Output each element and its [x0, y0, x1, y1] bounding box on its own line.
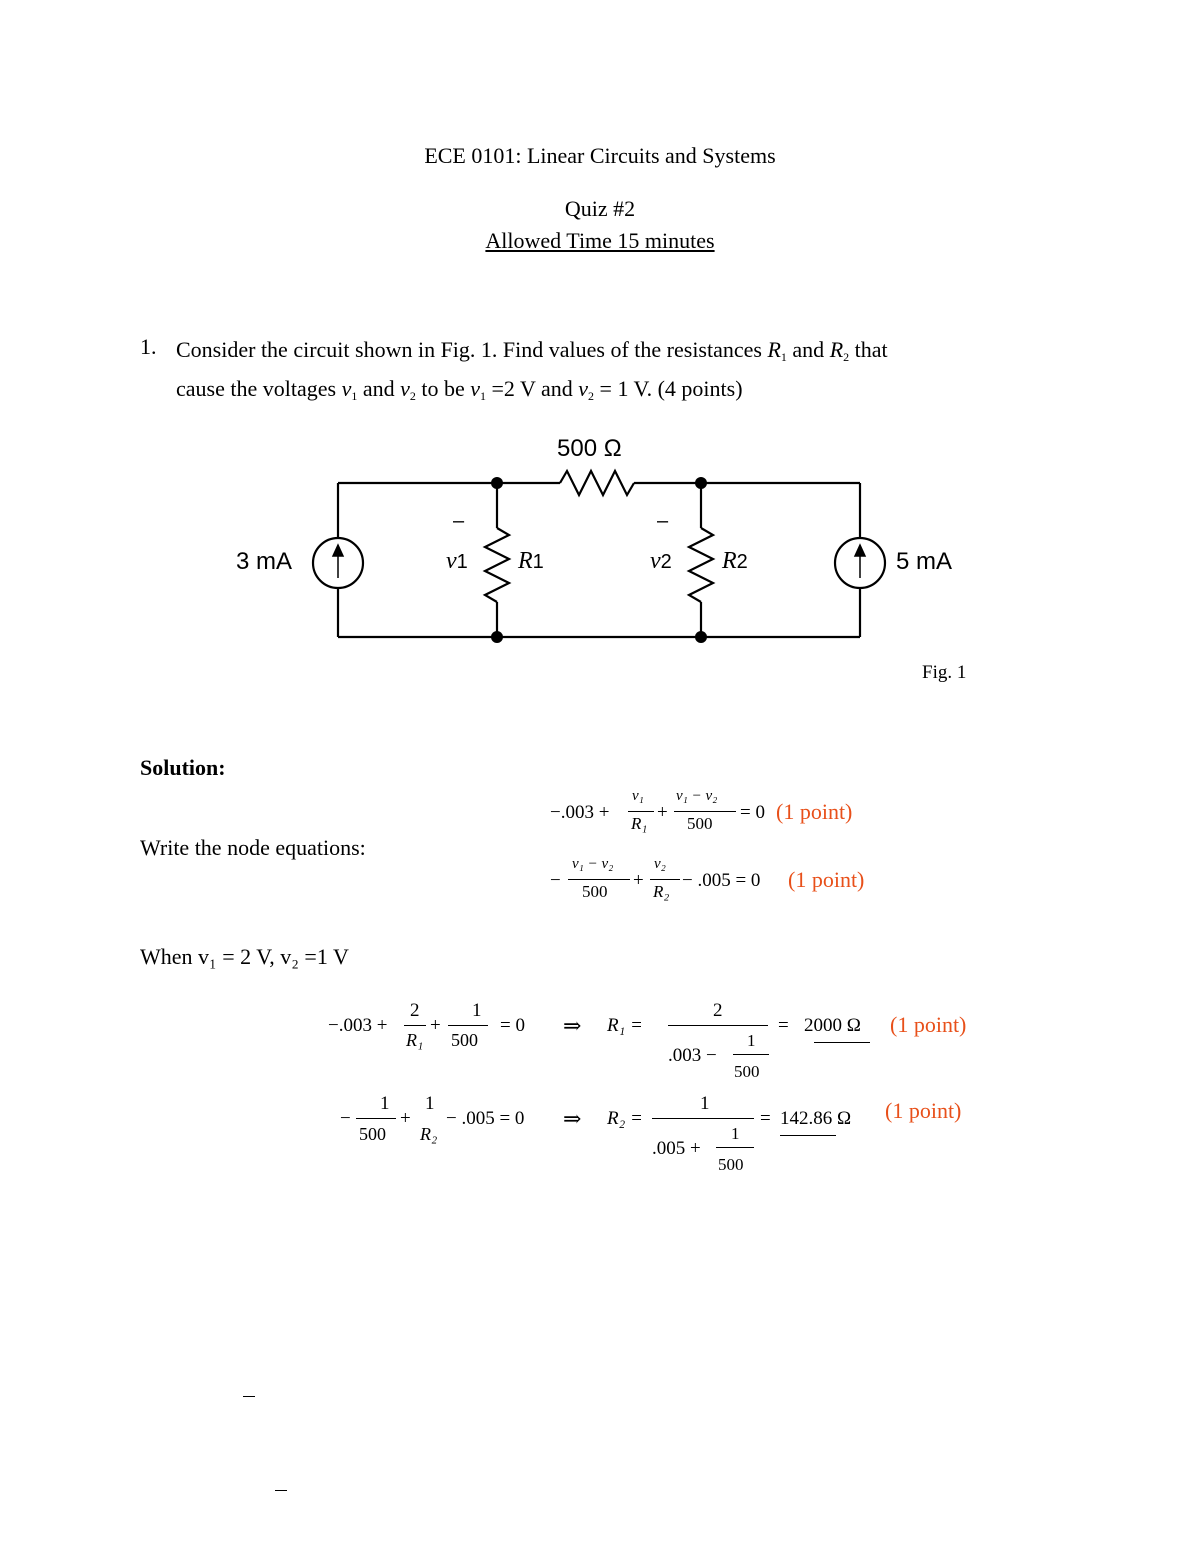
r2-label: R2 — [722, 548, 748, 574]
v2-label: v2 — [650, 548, 672, 574]
write-node-equations: Write the node equations: — [140, 835, 366, 860]
when-condition: When v₁ = 2 V, v₂ =1 V — [140, 944, 349, 969]
stray-dash — [243, 1396, 255, 1397]
r1-label: R1 — [518, 548, 544, 574]
time-allowed: Allowed Time 15 minutes — [485, 228, 715, 253]
circuit-diagram — [0, 0, 1200, 700]
stray-dash — [275, 1490, 287, 1491]
node-dot — [491, 477, 503, 489]
arrow-up-icon-left — [333, 545, 343, 556]
resistor-500-zigzag — [560, 471, 634, 495]
v1-minus-sign: – — [453, 510, 465, 532]
resistor-r2-zigzag — [689, 528, 713, 602]
figure-caption: Fig. 1 — [922, 662, 967, 683]
v2-minus-sign: – — [657, 510, 669, 532]
v1-label: v1 — [446, 548, 468, 574]
course-title: ECE 0101: Linear Circuits and Systems — [424, 143, 776, 168]
question-text: Consider the circuit shown in Fig. 1. Find values of the resistances $R_1$ and $R_2$ that cause the voltages $v_1$ and $v_2$ to be $v_1 =2$ V and $v_2 = 1$ V. (4 points) — [176, 337, 888, 403]
question-number: 1. — [140, 334, 157, 359]
solution-heading: Solution: — [140, 755, 226, 780]
r2-result: 142.86 Ω — [780, 1108, 852, 1129]
arrow-up-icon-right — [855, 545, 865, 556]
quiz-title: Quiz #2 — [564, 196, 636, 221]
resistor-r1-zigzag — [485, 528, 509, 602]
resistor-500-label: 500 Ω — [557, 435, 622, 462]
source-right-label: 5 mA — [896, 548, 953, 575]
node-dot — [695, 631, 707, 643]
source-left-label: 3 mA — [236, 548, 293, 575]
node-dot — [491, 631, 503, 643]
node-dot — [695, 477, 707, 489]
r1-result: 2000 Ω — [804, 1015, 861, 1036]
